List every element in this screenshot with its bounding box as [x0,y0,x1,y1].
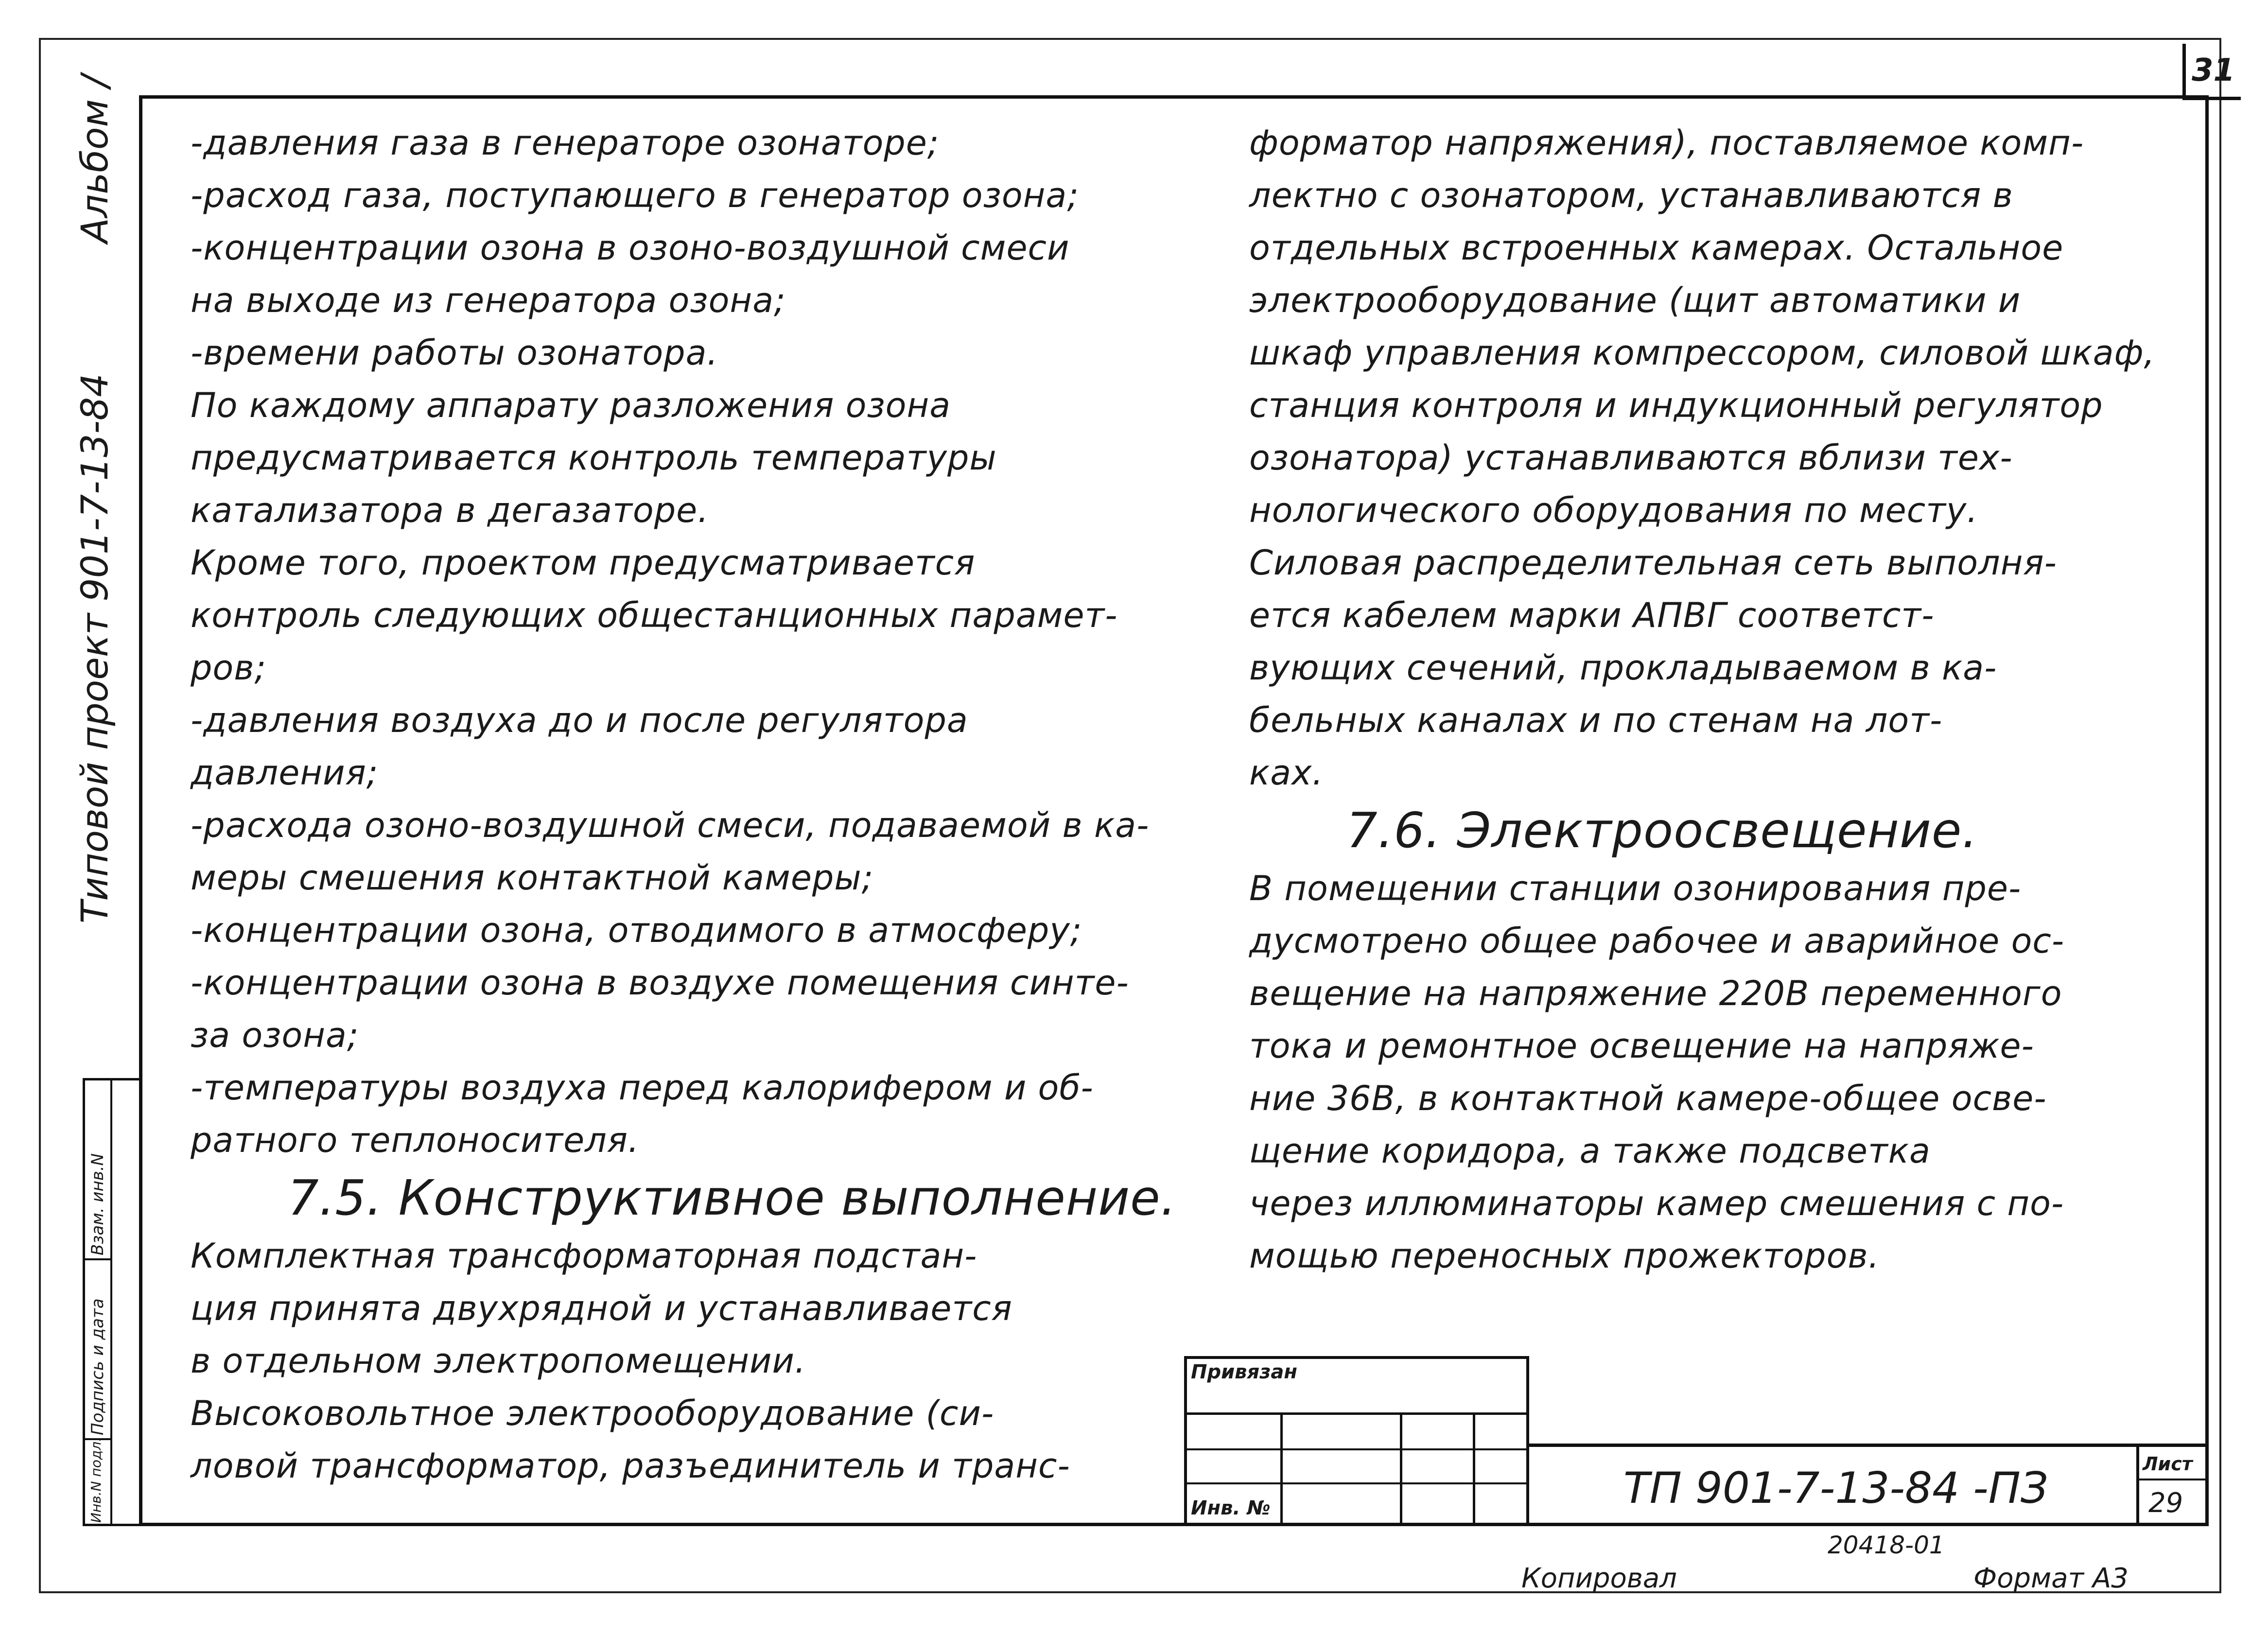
text-line: за озона; [191,1015,359,1055]
text-line: -расход газа, поступающего в генератор озона; [191,175,1079,215]
left-text-column [191,117,1177,1492]
text-line: ров; [191,648,267,688]
right-text-column [1249,117,2192,1282]
text-line: В помещении станции озонирования пре- [1249,869,2022,908]
text-line: щение коридора, а также подсветка [1249,1131,1931,1171]
text-line: шкаф управления компрессором, силовой шкаф, [1249,333,2155,373]
text-line: Высоковольтное электрооборудование (си- [191,1393,994,1433]
text-line: ется кабелем марки АПВГ соответст- [1249,595,1935,635]
text-line: бельных каналах и по стенам на лот- [1249,700,1943,740]
text-line: давления; [191,753,379,793]
section-heading-7-6: 7.6. Электроосвещение. [1346,802,1978,859]
text-line: -давления воздуха до и после регулятора [191,700,968,740]
privyazan-label: Привязан [1191,1361,1298,1383]
text-line: ние 36В, в контактной камере-общее осве- [1249,1079,2047,1118]
text-line: нологического оборудования по месту. [1249,490,1978,530]
text-line: Кроме того, проектом предусматривается [191,543,976,583]
text-line: озонатора) устанавливаются вблизи тех- [1249,438,2013,478]
text-line: через иллюминаторы камер смешения с по- [1249,1183,2064,1223]
side-album: Альбом / [73,75,116,244]
text-line: электрооборудование (щит автоматики и [1249,280,2021,320]
side-project: Типовой проект 901-7-13-84 [73,373,116,923]
section-heading-7-5: 7.5. Конструктивное выполнение. [288,1169,1177,1226]
text-line: -давления газа в генераторе озонаторе; [191,123,940,163]
text-line: -концентрации озона в озоно-воздушной смеси [191,228,1070,268]
sheet-number: 29 [2148,1487,2183,1519]
stamp-cell-inv [85,1437,112,1526]
text-line: тока и ремонтное освещение на напряже- [1249,1026,2034,1066]
order-number: 20418-01 [1828,1531,1945,1559]
text-line: По каждому аппарату разложения озона [191,385,951,425]
stamp-cell-replace-inv [85,1080,112,1260]
text-line: катализатора в дегазаторе. [191,490,709,530]
text-line: ция принята двухрядной и устанавливается [191,1288,1012,1328]
copied-label: Копировал [1521,1563,1677,1594]
stamp-strip [83,1078,139,1526]
text-line: лектно с озонатором, устанавливаются в [1249,175,2013,215]
text-line: -температуры воздуха перед калорифером и об- [191,1068,1094,1108]
inv-no-label: Инв. № [1191,1497,1271,1519]
stamp-label-inv: Инв.N подл. [88,1437,104,1523]
text-line: -времени работы озонатора. [191,333,718,373]
text-line: дусмотрено общее рабочее и аварийное ос- [1249,921,2065,961]
text-line: контроль следующих общестанционных парамет- [191,595,1118,635]
text-line: мощью переносных прожекторов. [1249,1236,1880,1276]
text-line: ратного теплоносителя. [191,1120,640,1160]
stamp-label-signature: Подпись и дата [88,1298,107,1435]
text-line: -концентрации озона в воздухе помещения синте- [191,963,1129,1003]
text-line: в отдельном электропомещении. [191,1341,806,1381]
text-line: предусматривается контроль температуры [191,438,997,478]
text-line: Комплектная трансформаторная подстан- [191,1236,977,1276]
text-line: вещение на напряжение 220В переменного [1249,974,2062,1013]
text-line: вующих сечений, прокладываемом в ка- [1249,648,1997,688]
text-line: -концентрации озона, отводимого в атмосферу; [191,910,1082,950]
side-title [73,75,116,923]
text-line: отдельных встроенных камерах. Остальное [1249,228,2064,268]
text-line: форматор напряжения), поставляемое комп- [1249,123,2084,163]
text-line: станция контроля и индукционный регулятор [1249,385,2103,425]
stamp-cell-signature [85,1260,112,1440]
text-line: ловой трансформатор, разъединитель и транс- [191,1446,1070,1486]
format-label: Формат А3 [1973,1563,2128,1594]
page-number: 31 [2182,44,2241,100]
text-line: -расхода озоно-воздушной смеси, подаваемой в ка- [191,805,1150,845]
text-line: ках. [1249,753,1324,793]
text-line: на выходе из генератора озона; [191,280,786,320]
sheet-label: Лист [2143,1453,2193,1475]
text-line: Силовая распределительная сеть выполня- [1249,543,2057,583]
text-line: меры смешения контактной камеры; [191,858,874,898]
document-code: ТП 901-7-13-84 -ПЗ [1623,1463,2048,1513]
stamp-label-replace-inv: Взам. инв.N [88,1153,107,1255]
